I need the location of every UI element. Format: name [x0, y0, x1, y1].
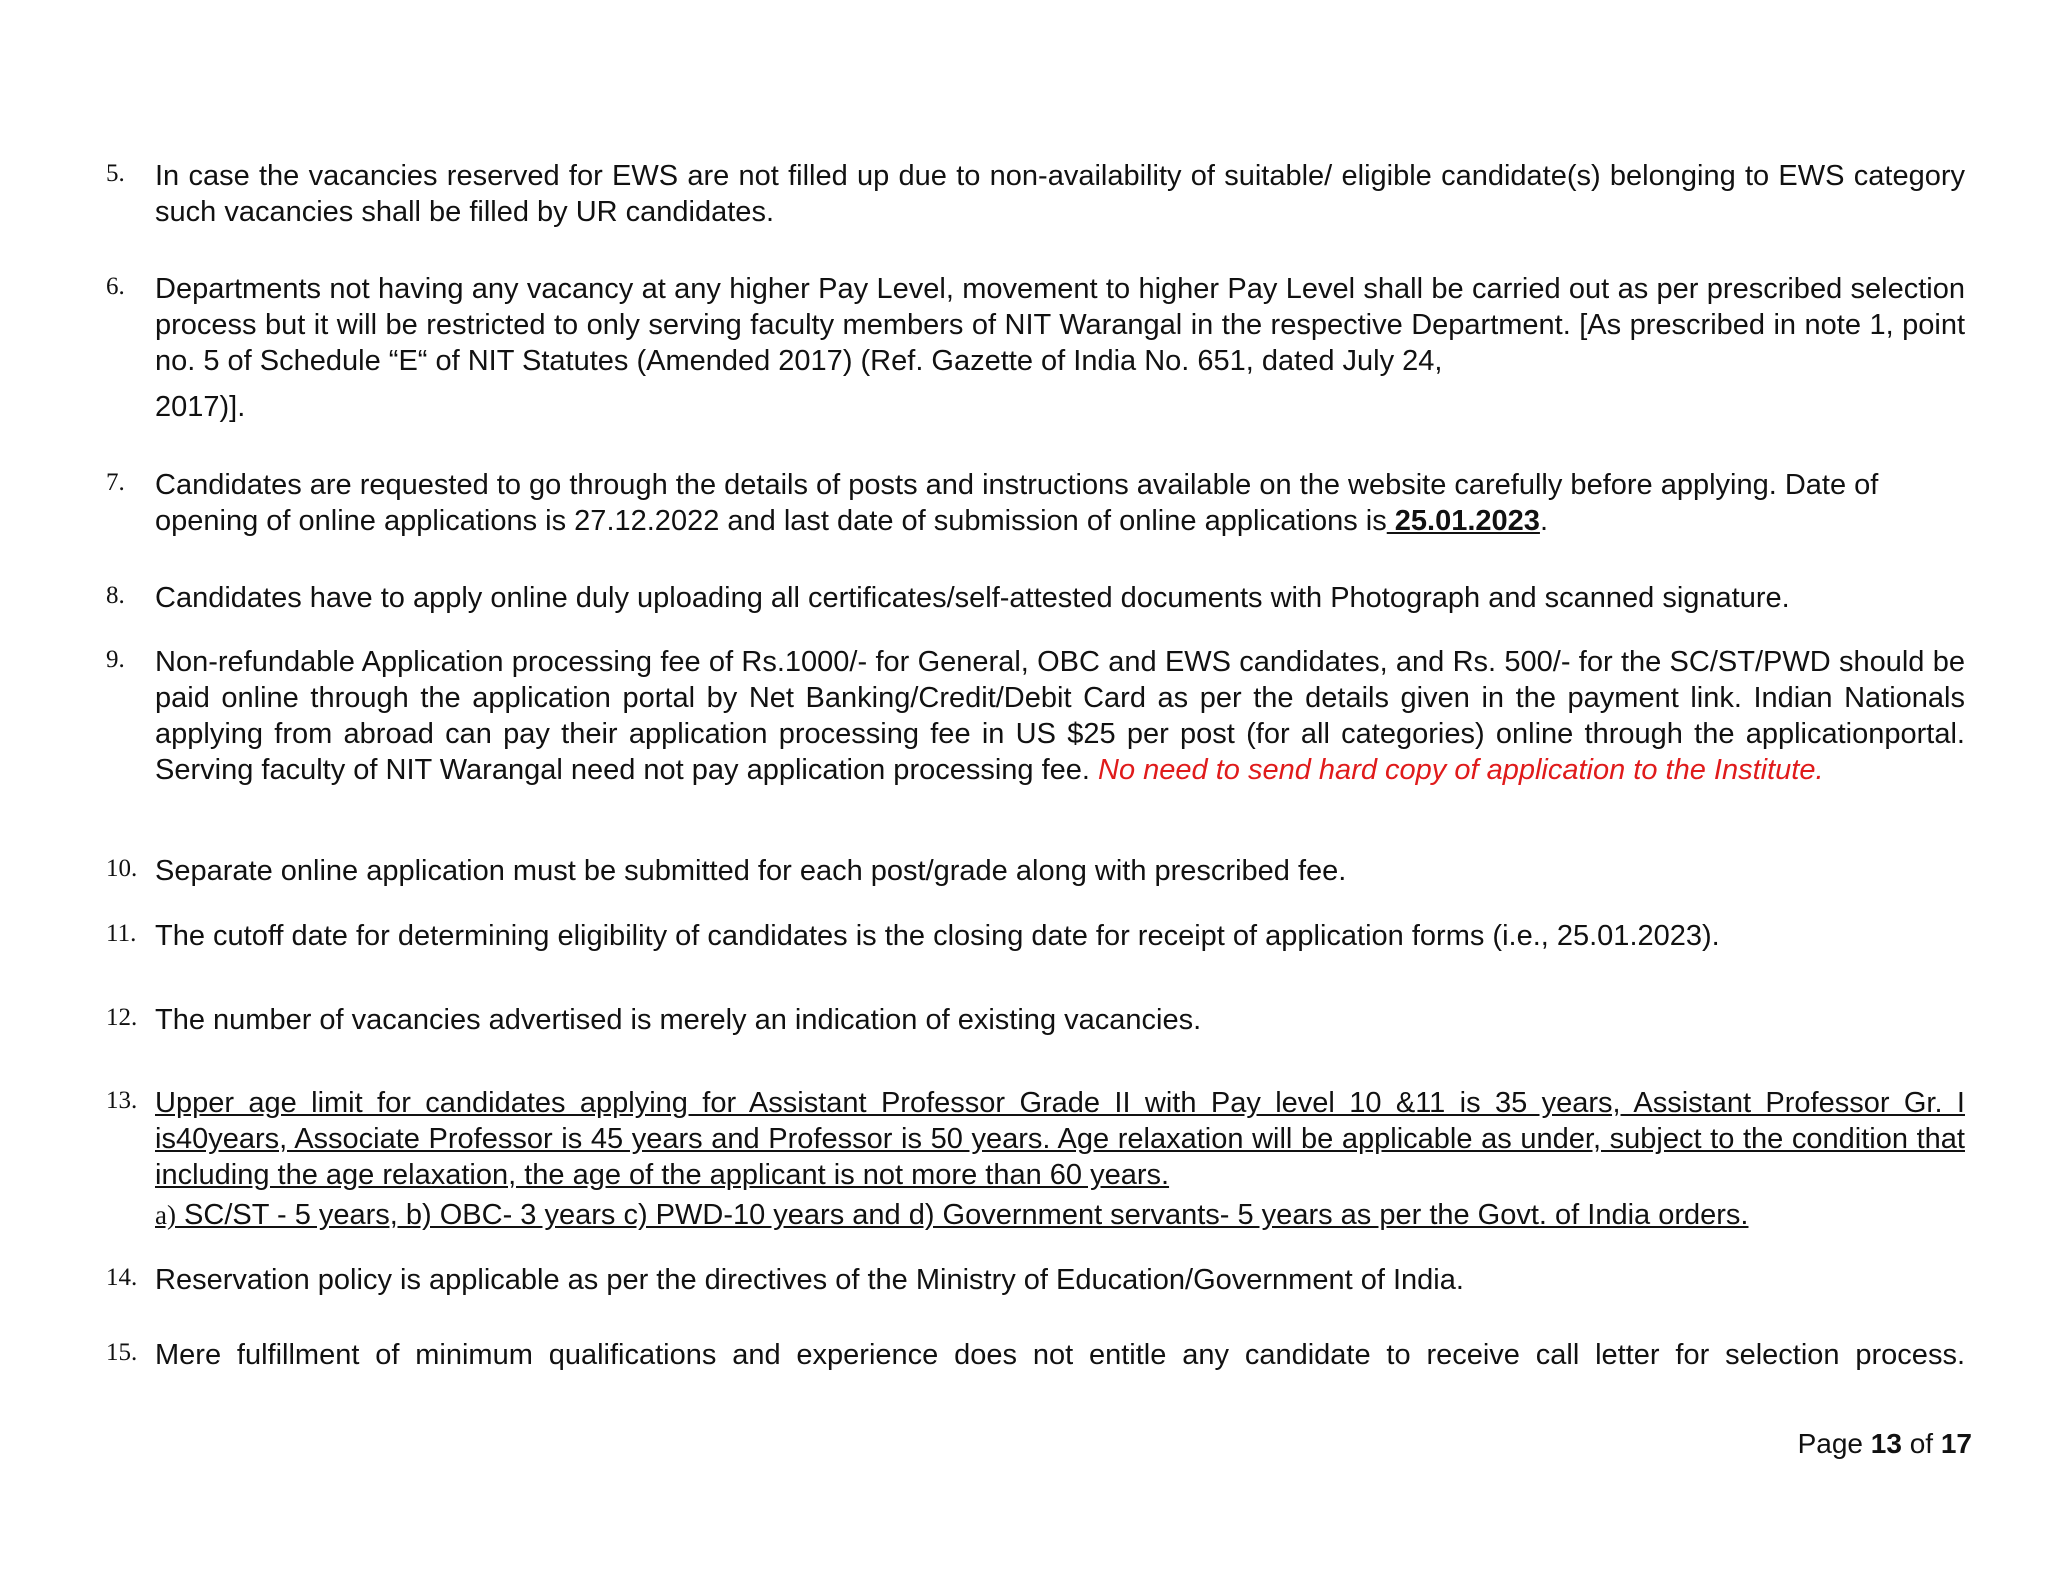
item-number: 8. — [106, 582, 125, 609]
page-of: of — [1909, 1428, 1934, 1459]
item-text: Departments not having any vacancy at any higher Pay Level, movement to higher Pay Level shall be carried out as per prescribed selection process but it will be restricted to only serving faculty members of NIT Warangal in the respective Department. [As prescribed in note 1, point no. 5 of Schedule “E“ of NIT Statutes (Amended 2017) (Ref. Gazette of India No. 651, dated July 24, — [155, 273, 1965, 377]
item-text: Candidates have to apply online duly uploading all certificates/self-attested documents with Photograph and scanned signature. — [155, 582, 1790, 614]
item-text: The number of vacancies advertised is merely an indication of existing vacancies. — [155, 1004, 1202, 1036]
item-text-body: Candidates are requested to go through the details of posts and instructions available on the website carefully before applying. Date of opening of online applications is 27.12.2022 and last date of submission of online applications is — [155, 469, 1879, 537]
item-text: Reservation policy is applicable as per the directives of the Ministry of Education/Government of India. — [155, 1264, 1464, 1296]
item-text-body: Non-refundable Application processing fee of Rs.1000/- for General, OBC and EWS candidates, and Rs. 500/- for the SC/ST/PWD should be paid online through the application portal by Net Banking/Credit/Debit Card as per the details given in the payment link. Indian Nationals applying from abroad can pay their application processing fee in US $25 per post (for all categories) online through the applicationportal. Serving faculty of NIT Warangal need not pay application processing fee. — [155, 646, 1965, 786]
sub-prefix: a) — [155, 1200, 176, 1230]
page-current: 13 — [1870, 1428, 1902, 1459]
page-number — [1798, 1428, 1972, 1460]
item-text: The cutoff date for determining eligibility of candidates is the closing date for receipt of application forms (i.e., 25.01.2023). — [155, 920, 1720, 952]
item-subtext — [155, 1197, 1965, 1233]
item-text: Mere fulfillment of minimum qualifications and experience does not entitle any candidate to receive call letter for selection process. — [155, 1339, 1965, 1371]
item-text-tail: . — [1539, 505, 1548, 537]
age-relaxation-list: SC/ST - 5 years, b) OBC- 3 years c) PWD-10 years and d) Government servants- 5 years as per the Govt. of India orders. — [175, 1199, 1749, 1231]
item-number: 15. — [106, 1339, 138, 1366]
item-text — [155, 644, 1965, 788]
item-text: Separate online application must be submitted for each post/grade along with prescribed fee. — [155, 855, 1347, 887]
item-text: In case the vacancies reserved for EWS are not filled up due to non-availability of suitable/ eligible candidate(s) belonging to EWS category such vacancies shall be filled by UR candidates. — [155, 160, 1965, 228]
item-number: 13. — [106, 1087, 138, 1114]
item-text: Upper age limit for candidates applying for Assistant Professor Grade II with Pay level 10 &11 is 35 years, Assistant Professor Gr. I is40years, Associate Professor is 45 years and Professor is 50 years. Age relaxation will be applicable as under, subject to the condition that including the age relaxation, the age of the applicant is not more than 60 years. — [155, 1087, 1965, 1191]
item-number: 9. — [106, 646, 125, 673]
item-number: 14. — [106, 1264, 138, 1291]
closing-date: 25.01.2023 — [1386, 505, 1540, 537]
item-number: 10. — [106, 855, 138, 882]
item-number: 7. — [106, 469, 125, 496]
item-number: 5. — [106, 160, 125, 187]
item-number: 6. — [106, 273, 125, 300]
item-text-continued: 2017)]. — [155, 391, 246, 423]
hard-copy-notice: No need to send hard copy of application to the Institute. — [1098, 754, 1824, 786]
item-text — [155, 467, 1965, 539]
page-total: 17 — [1940, 1428, 1972, 1459]
item-number: 11. — [106, 920, 137, 947]
page-label: Page — [1797, 1428, 1863, 1459]
item-number: 12. — [106, 1004, 138, 1031]
